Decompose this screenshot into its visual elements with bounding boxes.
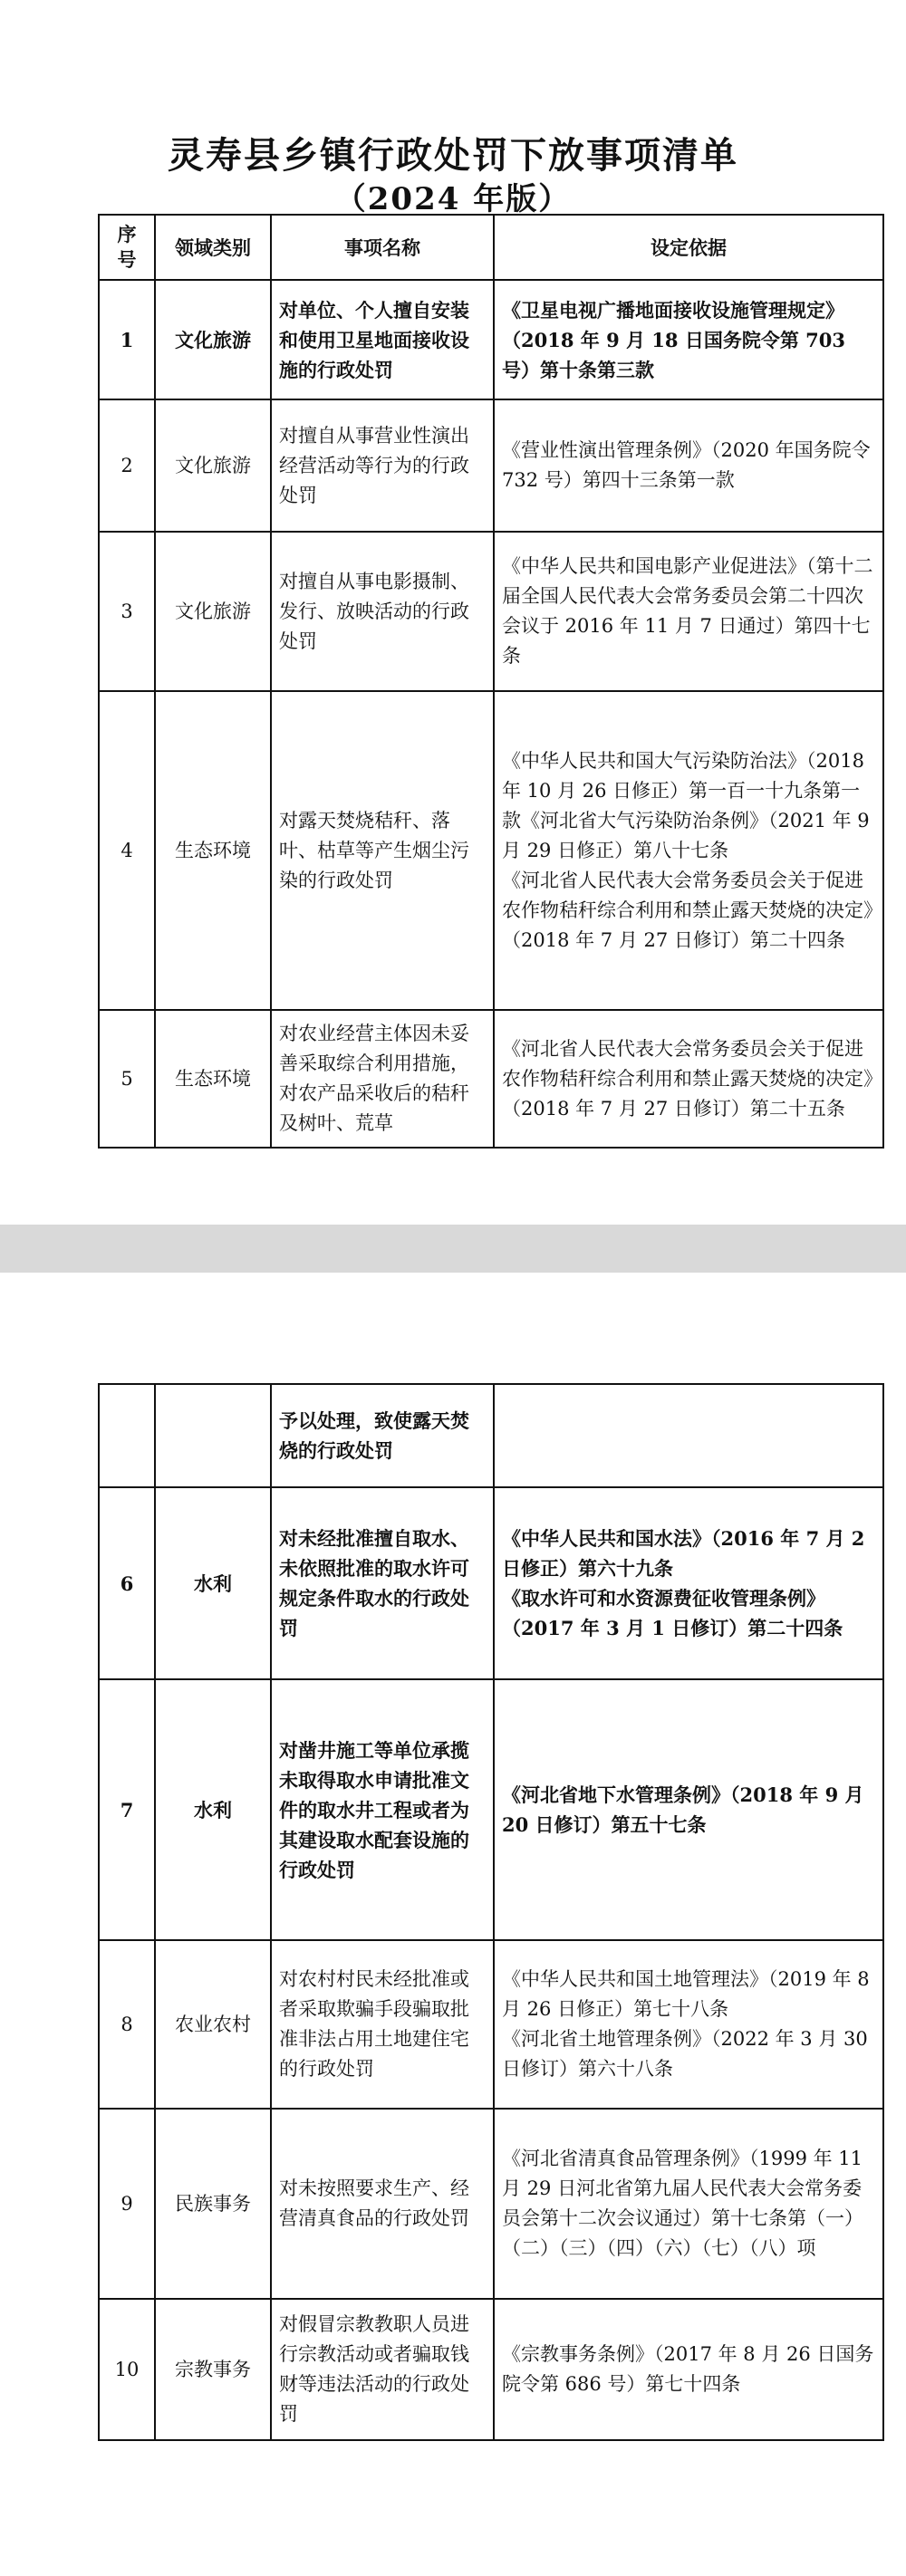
row-basis xyxy=(494,532,883,691)
row-basis xyxy=(494,1679,883,1940)
table-row-continued xyxy=(99,1384,883,1487)
basis-text: 《中华人民共和国土地管理法》（2019 年 8 月 26 日修正）第七十八条 xyxy=(502,1968,870,2020)
header-no-text: 序号 xyxy=(117,223,137,271)
table-row xyxy=(99,1940,883,2109)
header-basis: 设定依据 xyxy=(494,215,883,280)
row-item: 对单位、个人擅自安装和使用卫星地面接收设施的行政处罚 xyxy=(271,280,494,399)
basis-text: 《取水许可和水资源费征收管理条例》（2017 年 3 月 1 日修订）第二十四条 xyxy=(502,1587,843,1639)
row-number: 2 xyxy=(99,399,155,532)
row-basis-empty xyxy=(494,1384,883,1487)
row-number: 7 xyxy=(99,1679,155,1940)
basis-text: 《中华人民共和国大气污染防治法》（2018 年 10 月 26 日修正）第一百一十九条第一款《河北省大气污染防治条例》（2021 年 9 月 29 日修正）第八十七条 xyxy=(502,749,870,861)
row-number: 1 xyxy=(99,280,155,399)
row-item: 予以处理，致使露天焚烧的行政处罚 xyxy=(271,1384,494,1487)
basis-text: 《河北省地下水管理条例》（2018 年 9 月 20 日修订）第五十七条 xyxy=(502,1783,864,1836)
row-basis xyxy=(494,2109,883,2299)
table-row xyxy=(99,280,883,399)
basis-text: 《中华人民共和国电影产业促进法》（第十二届全国人民代表大会常务委员会第二十四次会议于 2016 年 11 月 7 日通过）第四十七条 xyxy=(502,555,873,667)
row-basis xyxy=(494,1010,883,1148)
header-category: 领域类别 xyxy=(155,215,271,280)
row-item: 对露天焚烧秸秆、落叶、枯草等产生烟尘污染的行政处罚 xyxy=(271,691,494,1010)
table-row xyxy=(99,2109,883,2299)
basis-text: 《河北省人民代表大会常务委员会关于促进农作物秸秆综合利用和禁止露天焚烧的决定》（2018 年 7 月 27 日修订）第二十四条 xyxy=(502,869,873,951)
table-header-row xyxy=(99,215,883,280)
basis-text: 《河北省人民代表大会常务委员会关于促进农作物秸秆综合利用和禁止露天焚烧的决定》（2018 年 7 月 27 日修订）第二十五条 xyxy=(502,1037,873,1120)
row-category: 水利 xyxy=(155,1487,271,1679)
header-item: 事项名称 xyxy=(271,215,494,280)
document-page-2 xyxy=(0,1273,906,2576)
row-item: 对凿井施工等单位承揽未取得取水申请批准文件的取水井工程或者为其建设取水配套设施的行政处罚 xyxy=(271,1679,494,1940)
row-basis xyxy=(494,1940,883,2109)
table-row xyxy=(99,2299,883,2440)
basis-text: 《宗教事务条例》（2017 年 8 月 26 日国务院令第 686 号）第七十四条 xyxy=(502,2343,874,2395)
row-category: 文化旅游 xyxy=(155,280,271,399)
row-number: 9 xyxy=(99,2109,155,2299)
row-category: 生态环境 xyxy=(155,1010,271,1148)
row-category-empty xyxy=(155,1384,271,1487)
table-row xyxy=(99,1487,883,1679)
row-basis xyxy=(494,691,883,1010)
table-row xyxy=(99,532,883,691)
basis-text: 《卫星电视广播地面接收设施管理规定》（2018 年 9 月 18 日国务院令第 703 号）第十条第三款 xyxy=(502,298,845,381)
row-number: 3 xyxy=(99,532,155,691)
row-basis xyxy=(494,1487,883,1679)
basis-text: 《中华人民共和国水法》（2016 年 7 月 2 日修正）第六十九条 xyxy=(502,1527,865,1580)
row-number-empty xyxy=(99,1384,155,1487)
document-subtitle: （2024 年版） xyxy=(334,181,572,217)
row-category: 文化旅游 xyxy=(155,532,271,691)
header-no xyxy=(99,215,155,280)
row-category: 文化旅游 xyxy=(155,399,271,532)
basis-text: 《河北省土地管理条例》（2022 年 3 月 30 日修订）第六十八条 xyxy=(502,2028,868,2080)
table-row xyxy=(99,1679,883,1940)
document-page-1 xyxy=(0,0,906,1225)
row-number: 6 xyxy=(99,1487,155,1679)
row-category: 农业农村 xyxy=(155,1940,271,2109)
row-category: 民族事务 xyxy=(155,2109,271,2299)
row-basis xyxy=(494,2299,883,2440)
penalty-list-table xyxy=(98,214,884,1149)
row-category: 水利 xyxy=(155,1679,271,1940)
basis-text: 《河北省清真食品管理条例》（1999 年 11 月 29 日河北省第九届人民代表大会常务委员会第十二次会议通过）第十七条第（一）（二）（三）（四）（六）（七）（八）项 xyxy=(502,2148,863,2259)
row-item: 对农业经营主体因未妥善采取综合利用措施，对农产品采收后的秸秆及树叶、荒草 xyxy=(271,1010,494,1148)
row-basis xyxy=(494,399,883,532)
row-basis xyxy=(494,280,883,399)
table-row xyxy=(99,399,883,532)
basis-text: 《营业性演出管理条例》（2020 年国务院令 732 号）第四十三条第一款 xyxy=(502,439,871,491)
row-number: 5 xyxy=(99,1010,155,1148)
row-number: 8 xyxy=(99,1940,155,2109)
row-item: 对假冒宗教教职人员进行宗教活动或者骗取钱财等违法活动的行政处罚 xyxy=(271,2299,494,2440)
row-category: 宗教事务 xyxy=(155,2299,271,2440)
table-row xyxy=(99,1010,883,1148)
document-title: 灵寿县乡镇行政处罚下放事项清单 xyxy=(168,134,738,177)
penalty-list-table-continued xyxy=(98,1383,884,2441)
row-item: 对未经批准擅自取水、未依照批准的取水许可规定条件取水的行政处罚 xyxy=(271,1487,494,1679)
row-item: 对擅自从事电影摄制、发行、放映活动的行政处罚 xyxy=(271,532,494,691)
row-item: 对擅自从事营业性演出经营活动等行为的行政处罚 xyxy=(271,399,494,532)
row-number: 10 xyxy=(99,2299,155,2440)
row-number: 4 xyxy=(99,691,155,1010)
table-row xyxy=(99,691,883,1010)
row-item: 对未按照要求生产、经营清真食品的行政处罚 xyxy=(271,2109,494,2299)
row-item: 对农村村民未经批准或者采取欺骗手段骗取批准非法占用土地建住宅的行政处罚 xyxy=(271,1940,494,2109)
row-category: 生态环境 xyxy=(155,691,271,1010)
